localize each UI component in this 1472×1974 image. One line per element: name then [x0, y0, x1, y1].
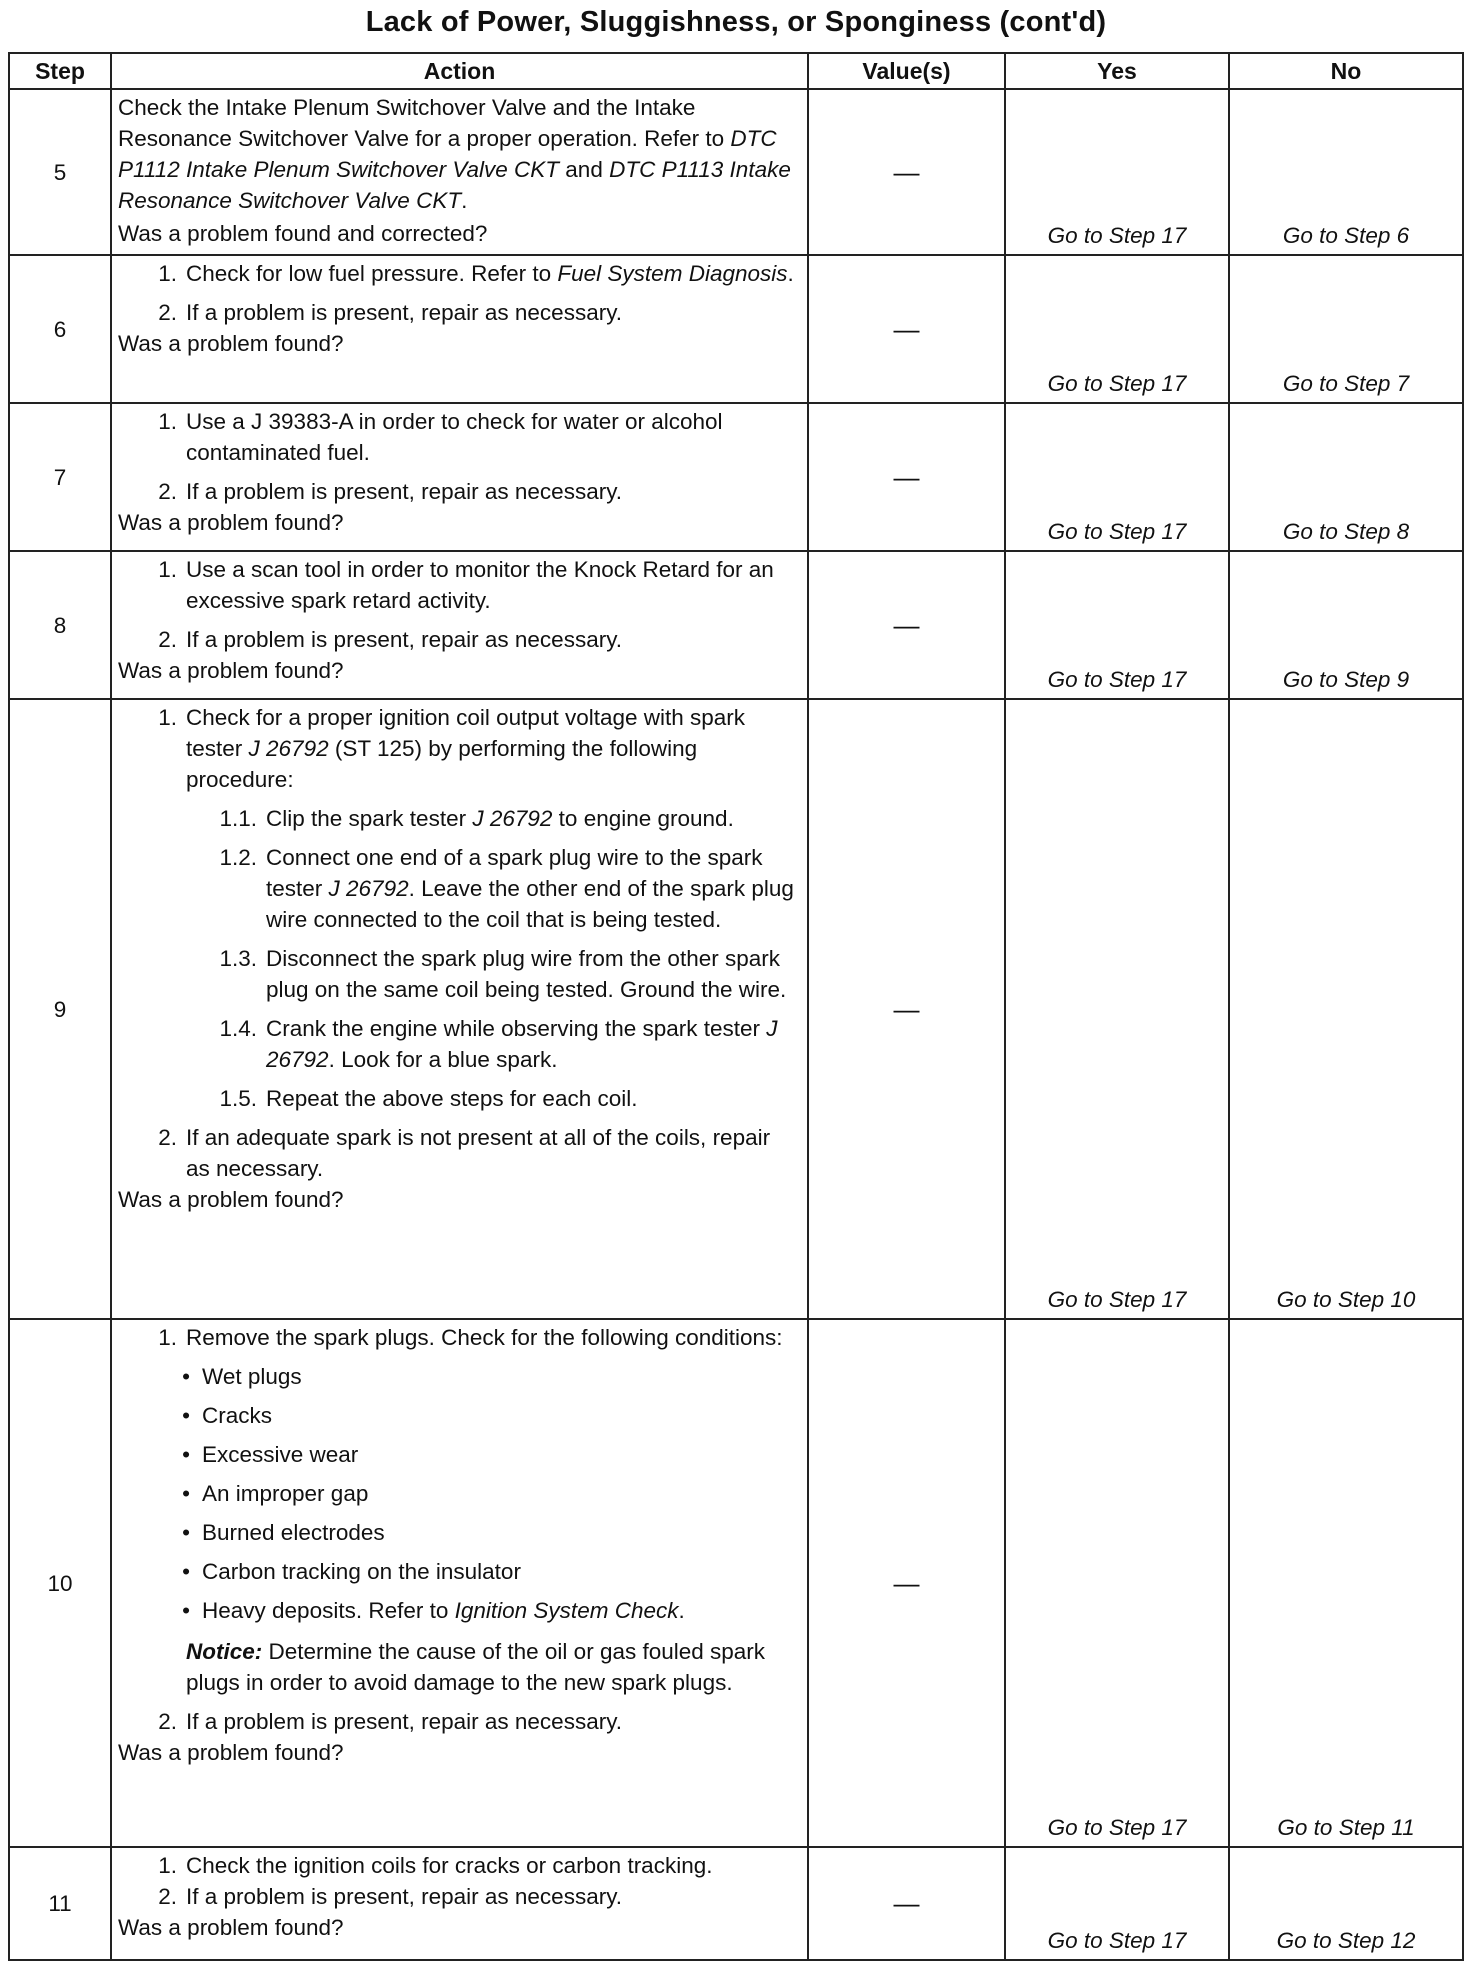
yes-cell: Go to Step 17	[1005, 89, 1229, 255]
no-cell: Go to Step 8	[1229, 403, 1463, 551]
notice-text: Notice: Determine the cause of the oil or gas fouled spark plugs in order to avoid damage to the new spark plugs.	[186, 1639, 766, 1695]
step-number: 11	[9, 1847, 111, 1960]
bullet-icon: •	[182, 1598, 190, 1623]
step-number: 10	[9, 1319, 111, 1847]
page-title: Lack of Power, Sluggishness, or Sponginess (cont'd)	[365, 6, 1107, 38]
sub-list-item: 1.3. Disconnect the spark plug wire from the other spark plug on the same coil being tested. Ground the wire.	[219, 946, 787, 1002]
no-cell: Go to Step 9	[1229, 551, 1463, 699]
table-row-step-6	[9, 255, 1463, 403]
yes-cell: Go to Step 17	[1005, 699, 1229, 1319]
list-item: 2. If a problem is present, repair as necessary.	[158, 300, 623, 325]
list-item: 1. Remove the spark plugs. Check for the following conditions:	[158, 1325, 783, 1350]
question-text: Was a problem found?	[118, 1740, 344, 1765]
step-number: 5	[9, 89, 111, 255]
list-item: 1. Check for low fuel pressure. Refer to Fuel System Diagnosis.	[158, 261, 794, 286]
value-cell: —	[808, 551, 1005, 699]
table-header-row	[9, 53, 1463, 89]
value-cell: —	[808, 1319, 1005, 1847]
header-step: Step	[9, 53, 111, 89]
value-cell: —	[808, 255, 1005, 403]
action-cell	[111, 1847, 808, 1960]
sub-list-item: 1.5. Repeat the above steps for each coil.	[219, 1086, 638, 1111]
list-item: 2. If a problem is present, repair as necessary.	[158, 1884, 623, 1909]
dtc-reference: DTC P1112 Intake Plenum Switchover Valve CKT	[118, 126, 777, 182]
header-yes: Yes	[1005, 53, 1229, 89]
question-text: Was a problem found and corrected?	[118, 221, 488, 246]
action-cell	[111, 89, 808, 255]
list-item: 1. Use a J 39383-A in order to check for water or alcohol contaminated fuel.	[158, 409, 723, 465]
no-cell: Go to Step 12	[1229, 1847, 1463, 1960]
step-number: 8	[9, 551, 111, 699]
no-cell: Go to Step 7	[1229, 255, 1463, 403]
bullet-icon: •	[182, 1481, 190, 1506]
action-cell	[111, 699, 808, 1319]
yes-cell: Go to Step 17	[1005, 403, 1229, 551]
value-cell: —	[808, 89, 1005, 255]
yes-cell: Go to Step 17	[1005, 1319, 1229, 1847]
bullet-item: • Carbon tracking on the insulator	[118, 1556, 799, 1587]
question-text: Was a problem found?	[118, 1915, 344, 1940]
table-row-step-11	[9, 1847, 1463, 1960]
sub-list-item: 1.4. Crank the engine while observing the spark tester J 26792. Look for a blue spark.	[219, 1016, 778, 1072]
step-number: 7	[9, 403, 111, 551]
action-cell	[111, 1319, 808, 1847]
no-cell: Go to Step 6	[1229, 89, 1463, 255]
action-cell	[111, 255, 808, 403]
header-action: Action	[111, 53, 808, 89]
list-item: 2. If a problem is present, repair as necessary.	[158, 479, 623, 504]
bullet-icon: •	[182, 1442, 190, 1467]
no-cell: Go to Step 10	[1229, 699, 1463, 1319]
table-row-step-10	[9, 1319, 1463, 1847]
header-values: Value(s)	[808, 53, 1005, 89]
question-text: Was a problem found?	[118, 331, 344, 356]
table-row-step-9	[9, 699, 1463, 1319]
bullet-icon: •	[182, 1520, 190, 1545]
yes-cell: Go to Step 17	[1005, 255, 1229, 403]
list-item: 1. Check the ignition coils for cracks or carbon tracking.	[158, 1853, 713, 1878]
question-text: Was a problem found?	[118, 510, 344, 535]
bullet-item: • An improper gap	[118, 1478, 799, 1509]
value-cell: —	[808, 1847, 1005, 1960]
list-item: 2. If a problem is present, repair as necessary.	[158, 1709, 623, 1734]
bullet-item: • Wet plugs	[118, 1361, 799, 1392]
question-text: Was a problem found?	[118, 1187, 344, 1212]
value-cell: —	[808, 699, 1005, 1319]
yes-cell: Go to Step 17	[1005, 551, 1229, 699]
table-row-step-5	[9, 89, 1463, 255]
bullet-item: • Heavy deposits. Refer to Ignition System Check.	[118, 1595, 799, 1626]
sub-list-item: 1.1. Clip the spark tester J 26792 to engine ground.	[219, 806, 734, 831]
no-cell: Go to Step 11	[1229, 1319, 1463, 1847]
list-item: 2. If an adequate spark is not present at all of the coils, repair as necessary.	[158, 1125, 771, 1181]
bullet-item: • Cracks	[118, 1400, 799, 1431]
bullet-item: • Burned electrodes	[118, 1517, 799, 1548]
action-text: Check the Intake Plenum Switchover Valve and the Intake Resonance Switchover Valve for a proper operation. Refer to DTC P1112 Intake Plenum Switchover Valve CKT and DTC P1113 Intake Resonance Switchover Valve CKT.	[118, 95, 791, 213]
list-item: 1. Use a scan tool in order to monitor the Knock Retard for an excessive spark retard activity.	[158, 557, 774, 613]
question-text: Was a problem found?	[118, 658, 344, 683]
yes-cell: Go to Step 17	[1005, 1847, 1229, 1960]
action-cell	[111, 403, 808, 551]
table-row-step-7	[9, 403, 1463, 551]
bullet-icon: •	[182, 1364, 190, 1389]
sub-list-item: 1.2. Connect one end of a spark plug wire to the spark tester J 26792. Leave the other end of the spark plug wire connected to the coil that is being tested.	[219, 845, 794, 932]
list-item: 2. If a problem is present, repair as necessary.	[158, 627, 623, 652]
diagnostic-table	[8, 52, 1464, 1961]
header-no: No	[1229, 53, 1463, 89]
step-number: 9	[9, 699, 111, 1319]
list-item: 1. Check for a proper ignition coil output voltage with spark tester J 26792 (ST 125) by performing the following procedure:	[158, 705, 746, 792]
dtc-reference: DTC P1113 Intake Resonance Switchover Valve CKT	[118, 157, 791, 213]
table-row-step-8	[9, 551, 1463, 699]
tool-reference: J 26792	[248, 736, 329, 761]
bullet-icon: •	[182, 1403, 190, 1428]
bullet-item: • Excessive wear	[118, 1439, 799, 1470]
value-cell: —	[808, 403, 1005, 551]
action-cell	[111, 551, 808, 699]
step-number: 6	[9, 255, 111, 403]
bullet-icon: •	[182, 1559, 190, 1584]
